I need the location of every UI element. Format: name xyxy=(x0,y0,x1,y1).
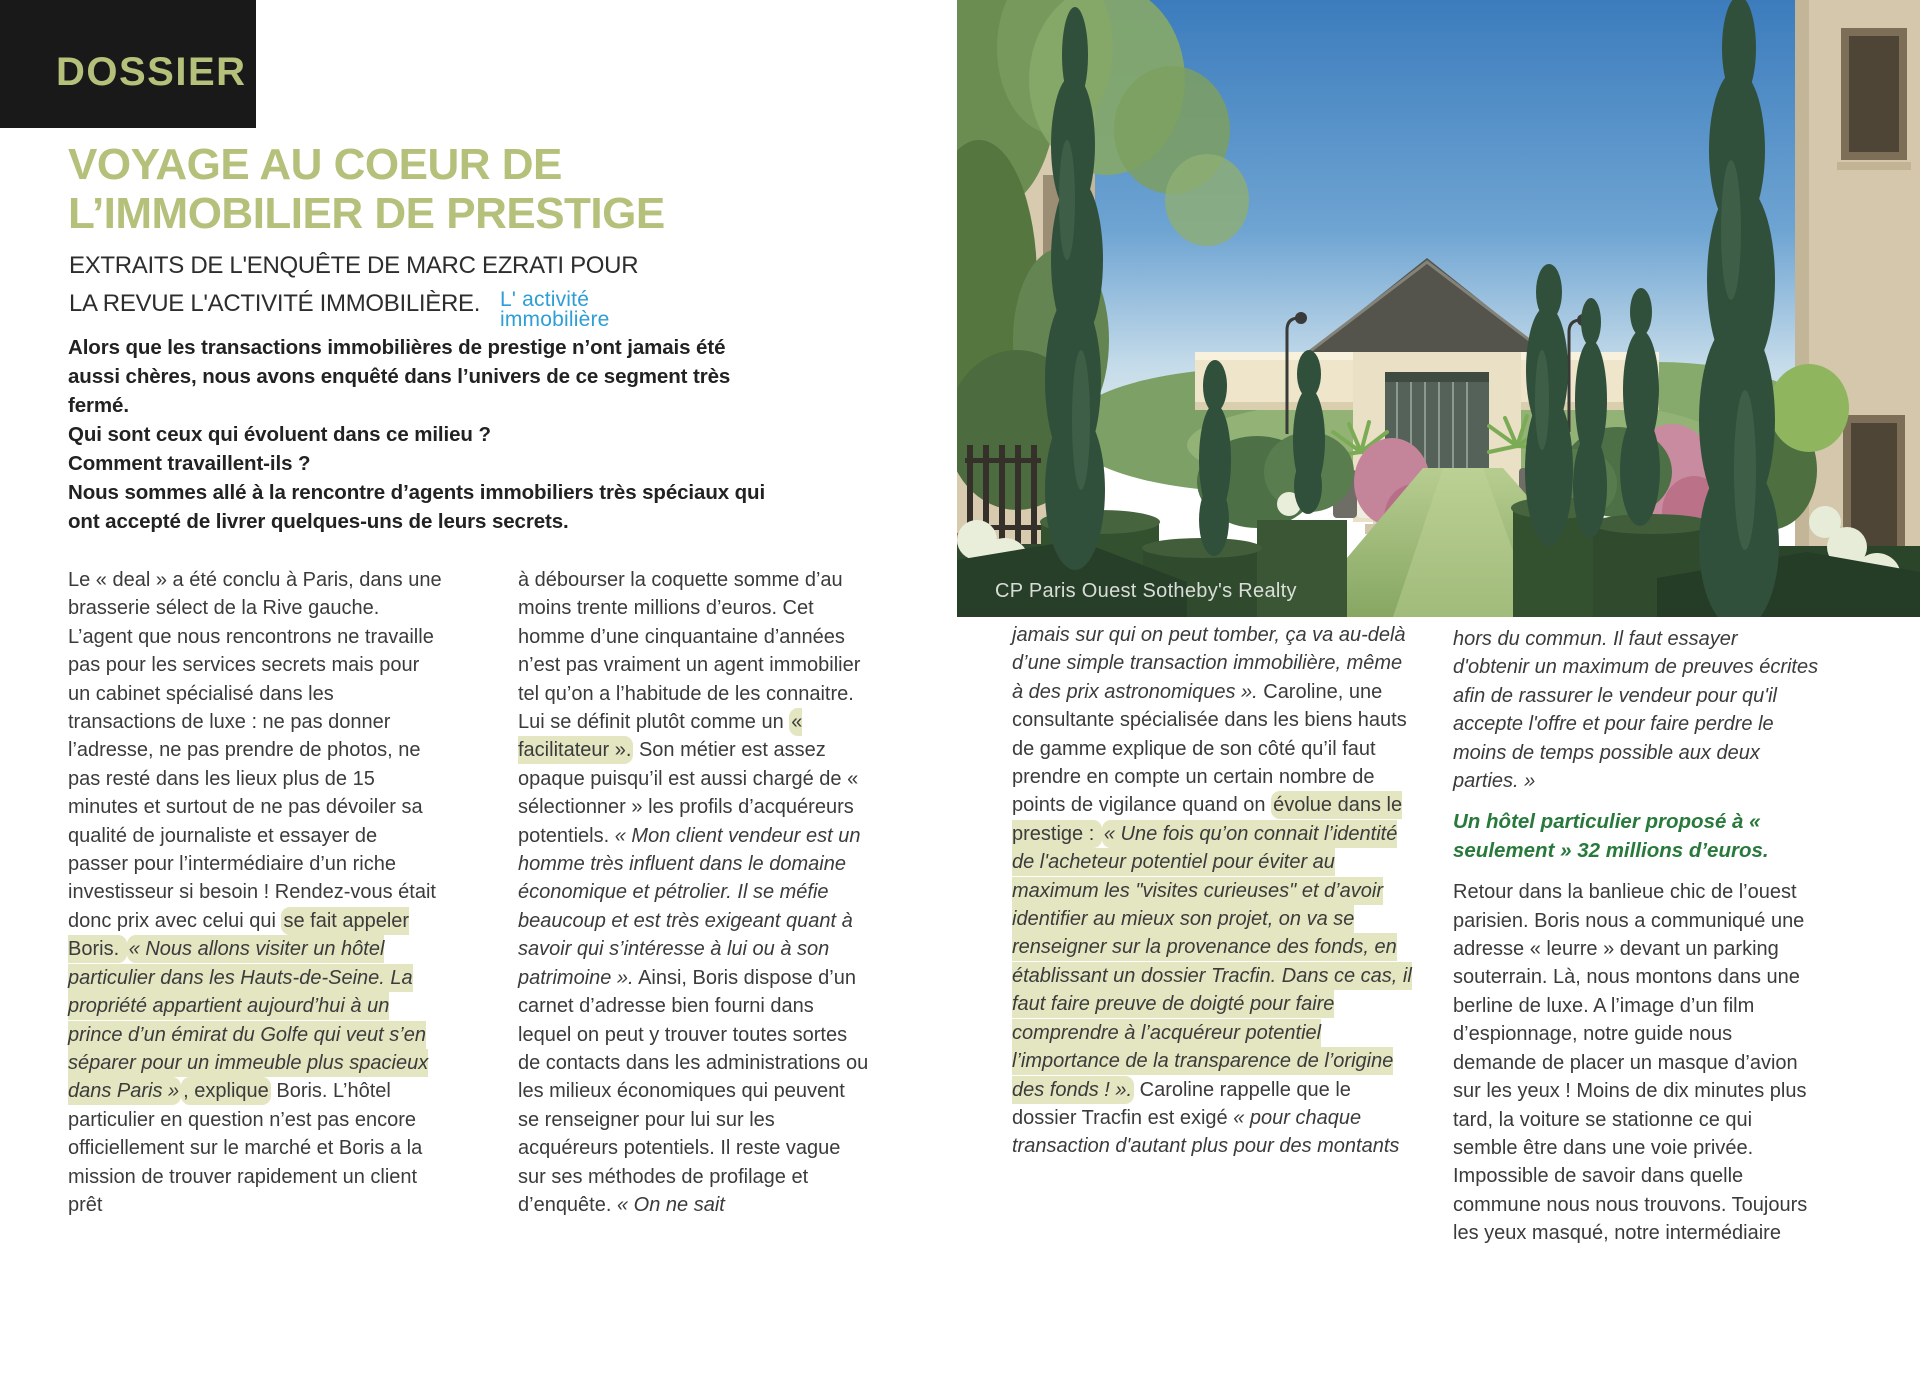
kicker-box xyxy=(0,0,256,128)
quoted-text: jamais sur qui on peut tomber, ça va au-delà d’une simple transaction immobilière, même à des prix astronomiques ». xyxy=(1012,624,1406,703)
highlighted-quote: « facilitateur ». xyxy=(518,708,802,764)
article-title xyxy=(68,140,665,238)
body-paragraph xyxy=(1453,878,1819,1247)
body-text: Ainsi, Boris dispose d’un carnet d’adresse bien fourni dans lequel on peut y trouver toutes sortes de contacts dans les administrations ou les milieux économiques qui peuvent se renseigner pour lui sur les acquéreurs potentiels. Il reste vague sur ses méthodes de profilage et d’enquête. xyxy=(518,966,869,1216)
text-column-1 xyxy=(68,566,442,1219)
garden-photo xyxy=(957,0,1920,617)
highlighted-quote: se fait appeler Boris. xyxy=(68,907,409,963)
article-title-line1: VOYAGE AU COEUR DE xyxy=(68,140,562,189)
revue-brand-logo-line2: immobilière xyxy=(500,308,610,331)
highlighted-quote: , explique xyxy=(181,1077,271,1105)
body-paragraph xyxy=(518,566,870,1219)
revue-brand-logo xyxy=(500,290,610,330)
body-text: Caroline, une consultante spécialisée dans les biens hauts de gamme explique de son côté qu’il faut prendre en compte un certain nombre de points de vigilance quand on xyxy=(1012,680,1407,817)
body-text: Un hôtel particulier proposé à « seulement » 32 millions d’euros. xyxy=(1453,810,1769,862)
article-subtitle-line1: EXTRAITS DE L'ENQUÊTE DE MARC EZRATI POUR xyxy=(69,252,639,279)
quoted-text: hors du commun. Il faut essayer d'obtenir un maximum de preuves écrites afin de rassurer le vendeur pour qu'il accepte l'offre et pour faire perdre le moins de temps possible aux deux parties. » xyxy=(1453,628,1819,793)
body-text: Le « deal » a été conclu à Paris, dans une brasserie sélect de la Rive gauche. L’agent que nous rencontrons ne travaille pas pour les services secrets mais pour un cabinet spécialisé dans les transactions de luxe : ne pas donner l’adresse, ne pas prendre de photos, ne pas resté dans les lieux plus de 15 minutes et surtout de ne pas dévoiler sa qualité de journaliste et essayer de passer pour l’intermédiaire d’un riche investisseur si besoin ! Rendez-vous était donc prix avec celui qui xyxy=(68,569,442,932)
text-column-2 xyxy=(518,566,870,1219)
article-title-line2: L’IMMOBILIER DE PRESTIGE xyxy=(68,189,665,238)
quoted-text: « Mon client vendeur est un homme très influent dans le domaine économique et pétrolier. Il se méfie beaucoup et est très exigeant quant à savoir qui s’intéresse à lui ou à son patrimoine ». xyxy=(518,824,861,989)
body-paragraph xyxy=(1453,625,1819,795)
body-paragraph xyxy=(68,566,442,1219)
article-subtitle-line2: LA REVUE L'ACTIVITÉ IMMOBILIÈRE. xyxy=(69,290,481,317)
text-column-3 xyxy=(1012,621,1412,1161)
body-paragraph xyxy=(1012,621,1412,1161)
highlighted-quote: « Une fois qu’on connait l’identité de l'acheteur potentiel pour éviter au maximum les "visites curieuses" et d’avoir identifier au mieux son projet, on va se renseigner sur la provenance des fonds, en établissant un dossier Tracfin. Dans ce cas, il faut faire preuve de doigté pour faire comprendre à l’acquéreur potentiel l’importance de la transparence de l’origine des fonds ! ». xyxy=(1012,820,1412,1104)
photo-caption: CP Paris Ouest Sotheby's Realty xyxy=(995,580,1297,602)
garden-photo-illustration xyxy=(957,0,1920,617)
body-text: Boris. L’hôtel particulier en question n’est pas encore officiellement sur le marché et Boris a la mission de trouver rapidement un client prêt xyxy=(68,1080,423,1216)
body-text: Son métier est assez opaque puisqu’il est aussi chargé de « sélectionner » les profils d’acquéreurs potentiels. xyxy=(518,739,859,847)
section-kicker: DOSSIER xyxy=(56,50,247,94)
highlighted-quote: « Nous allons visiter un hôtel particulier dans les Hauts-de-Seine. La propriété appartient aujourd’hui à un prince d’un émirat du Golfe qui veut s’en séparer pour un immeuble plus spacieux dans Paris » xyxy=(68,935,428,1105)
price-subheading xyxy=(1453,808,1819,865)
text-column-4 xyxy=(1453,625,1819,1248)
body-text: à débourser la coquette somme d’au moins trente millions d’euros. Cet homme d’une cinquantaine d’années n’est pas vraiment un agent immobilier tel qu’on a l’habitude de les connaitre. Lui se définit plutôt comme un xyxy=(518,569,861,734)
highlighted-quote: évolue dans le prestige : xyxy=(1012,791,1402,847)
quoted-text: « On ne sait xyxy=(616,1193,725,1216)
revue-brand-logo-line1: L' activité xyxy=(500,288,590,311)
intro-paragraph: Alors que les transactions immobilières de prestige n’ont jamais été aussi chères, nous avons enquêté dans l’univers de ce segment très fermé. Qui sont ceux qui évoluent dans ce milieu ? Comment travaillent-ils ? Nous sommes allé à la rencontre d’agents immobiliers très spéciaux qui ont accepté de livrer quelques-uns de leurs secrets. xyxy=(68,336,766,533)
body-text: Retour dans la banlieue chic de l’ouest parisien. Boris nous a communiqué une adresse « leurre » devant un parking souterrain. Là, nous montons dans une berline de luxe. A l’image d’un film d’espionnage, notre guide nous demande de placer un masque d’avion sur les yeux ! Moins de dix minutes plus tard, la voiture se stationne ce qui semble être dans une voie privée. Impossible de savoir dans quelle commune nous nous trouvons. Toujours les yeux masqué, notre intermédiaire xyxy=(1453,881,1808,1245)
body-text: Caroline rappelle que le dossier Tracfin est exigé xyxy=(1012,1078,1351,1129)
quoted-text: « pour chaque transaction d'autant plus pour des montants xyxy=(1012,1106,1400,1158)
